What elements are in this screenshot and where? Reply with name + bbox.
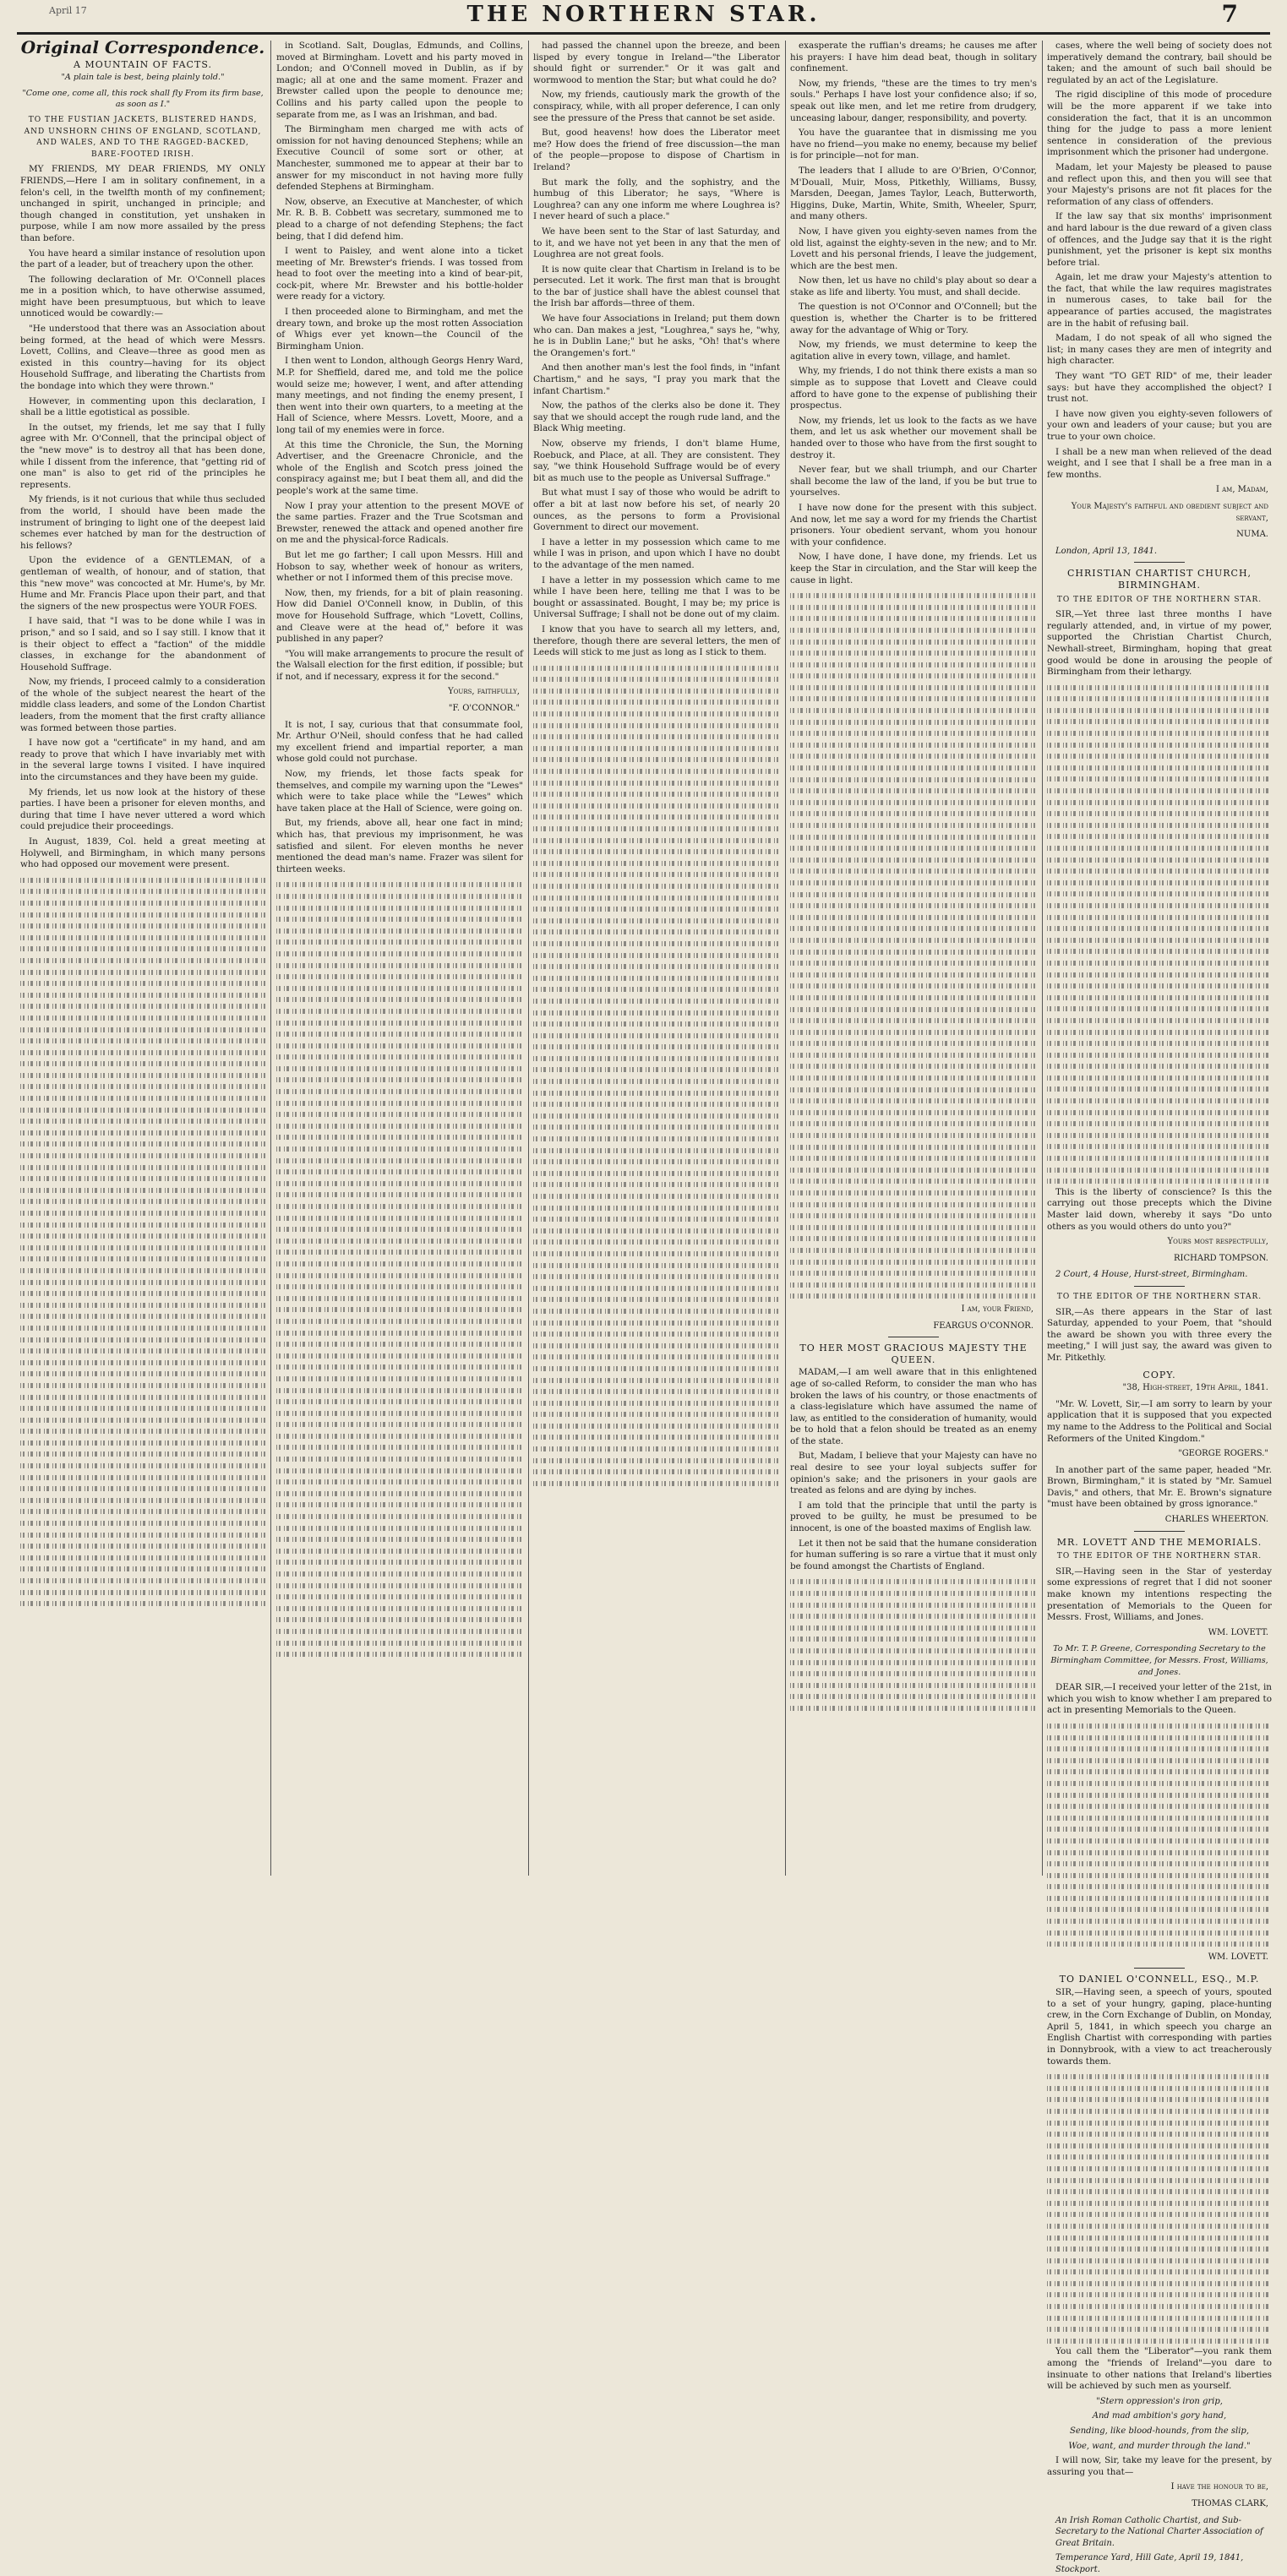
paragraph: SIR,—Having seen in the Star of yesterday some expressions of regret that I did not sooner make known my intentions respecting the presentation of Memorials to the Queen for Messrs. Frost, Williams, and Jones. bbox=[1047, 1566, 1272, 1623]
paragraph: But let me go farther; I call upon Messrs. Hill and Hobson to say, whether week of honour as writers, whether or not I informed them of this precise move. bbox=[276, 549, 523, 584]
column-divider bbox=[528, 41, 529, 1876]
signature-name: THOMAS CLARK, bbox=[1192, 2498, 1268, 2508]
paper-title: THE NORTHERN STAR. bbox=[466, 2, 821, 27]
text-filler bbox=[1047, 1720, 1272, 1950]
paragraph: Now, my friends, "these are the times to try men's souls." Perhaps I have lost your confidence also; if so, speak out like men, and let me retire from drudgery, unceasing labour, danger, responsibility, and poverty. bbox=[790, 78, 1037, 123]
paragraph: But what must I say of those who would be adrift to offer a bit at last now before his set, of nearly 20 ounces, as the persons to form a Provisional Government to direct our movement. bbox=[533, 487, 780, 533]
paragraph: It is now quite clear that Chartism in Ireland is to be persecuted. Let it work. The first man that is brought to the bar of justice shall have the ablest counsel that the Irish bar affords—three of them. bbox=[533, 264, 780, 309]
paragraph: If the law say that six months' imprisonment and hard labour is the due reward of a given class of offences, and the Judge say that it is the right punishment, yet the prisoner is kept six months before trial. bbox=[1047, 211, 1272, 268]
text-filler bbox=[533, 662, 780, 1490]
article-title: TO DANIEL O'CONNELL, ESQ., M.P. bbox=[1059, 1974, 1260, 1985]
column-divider bbox=[785, 41, 786, 1876]
column-divider bbox=[1042, 41, 1043, 1876]
paragraph: SIR,—Yet three last three months I have regularly attended, and, in virtue of my power, supported the Christian Chartist Church, Newhall-street, Birmingham, hoping that great good would be done in arousing the people of Birmingham from their lethargy. bbox=[1047, 609, 1272, 678]
paragraph: Let it then not be said that the humane consideration for human suffering is so rare a virtue that it must only be found amongst the Chartists of England. bbox=[790, 1538, 1037, 1571]
text-filler bbox=[276, 879, 523, 1659]
paragraph: Now, my friends, let us look to the facts as we have them, and let us ask whether our movement shall be handed over to those who have from the first sought to destroy it. bbox=[790, 415, 1037, 460]
text-filler bbox=[1047, 2071, 1272, 2346]
column-5 bbox=[1047, 41, 1272, 2574]
paragraph: But, my friends, above all, hear one fact in mind; which has, that previous my imprisonment, he was satisfied and silent. For eleven months he never mentioned the dead man's name. Frazer was silent for thirteen weeks. bbox=[276, 818, 523, 874]
paragraph: SIR,—As there appears in the Star of last Saturday, appended to your Poem, that "should the award be shown you with three every the meeting," I will just say, the award was given to Mr. Pitkethly. bbox=[1047, 1306, 1272, 1363]
separator-rule bbox=[1134, 1968, 1185, 1969]
page-number: 7 bbox=[1221, 0, 1238, 28]
paragraph: I am told that the principle that until the party is proved to be guilty, he must be presumed to be innocent, is one of the boasted maxims of English law. bbox=[790, 1500, 1037, 1534]
paragraph: But, good heavens! how does the Liberator meet me? How does the friend of free discussion—the man of the people—propose to dispose of Chartism in Ireland? bbox=[533, 128, 780, 172]
paragraph: I have said, that "I was to be done while I was in prison," and so I said, and so I say still. I know that it is their object to effect a "faction" of the middle classes, in exchange for the abandonment of Household Suffrage. bbox=[20, 616, 265, 673]
separator-rule bbox=[1134, 1531, 1185, 1532]
column-1 bbox=[20, 37, 265, 1876]
paragraph: Now I pray your attention to the present MOVE of the same parties. Frazer and the True Scotsman and Brewster, renewed the attack and opened another fire on me and the physical-force Radicals. bbox=[276, 500, 523, 546]
article-title: MR. LOVETT AND THE MEMORIALS. bbox=[1056, 1536, 1262, 1548]
signature-title: An Irish Roman Catholic Chartist, and Sub-Secretary to the National Charter Association of Great Britain. bbox=[1055, 2515, 1263, 2548]
paragraph: Never fear, but we shall triumph, and our Charter shall become the law of the land, if you be but true to yourselves. bbox=[790, 465, 1037, 498]
letter-heading: To Mr. T. P. Greene, Corresponding Secretary to the Birmingham Committee, for Messrs. Frost, Williams, and Jones. bbox=[1050, 1644, 1268, 1677]
paragraph: I have now given you eighty-seven followers of your own and leaders of your cause; but you are true to your own choice. bbox=[1047, 408, 1272, 442]
paragraph: The leaders that I allude to are O'Brien, O'Connor, M'Douall, Muir, Moss, Pitkethly, Williams, Bussy, Marsden, Deegan, James Taylor, Leach, Butterworth, Higgins, Duke, Martin, White, Smith, Wheeler, Spurr, and many others. bbox=[790, 165, 1037, 222]
copy-address: "38, High-street, 19th April, 1841. bbox=[1122, 1383, 1268, 1393]
paragraph: exasperate the ruffian's dreams; he causes me after his prayers: I have him dead beat, though in solitary confinement. bbox=[790, 41, 1037, 74]
verse-line: Sending, like blood-hounds, from the slip, bbox=[1069, 2426, 1250, 2436]
paragraph: In August, 1839, Col. held a great meeting at Holywell, and Birmingham, in which many persons who had opposed our movement were present. bbox=[20, 836, 265, 870]
separator-rule bbox=[1134, 1286, 1185, 1287]
paragraph: Now, my friends, I proceed calmly to a consideration of the whole of the subject nearest the heart of the middle class leaders, and some of the London Chartist leaders, from the moment that the first crafty alliance was formed between those parties. bbox=[20, 677, 265, 733]
text-filler bbox=[790, 1576, 1037, 1713]
paragraph: I have a letter in my possession which came to me while I have been here, telling me that I was to be bought or assassinated. Bought, I may be; my price is Universal Suffrage; I shall not be done out of my claim. bbox=[533, 575, 780, 620]
paragraph: You have the guarantee that in dismissing me you have no friend—you make no enemy, because my belief is for principle—not for man. bbox=[790, 128, 1037, 161]
paragraph: I have a letter in my possession which came to me while I was in prison, and upon which I have no doubt to the advantage of the men named. bbox=[533, 536, 780, 570]
paragraph: Now, observe, an Executive at Manchester, of which Mr. R. B. B. Cobbett was secretary, summoned me to plead to a charge of not defending Stephens; the fact being, that I did defend him. bbox=[276, 196, 523, 242]
signature-line: Yours most respectfully, bbox=[1167, 1237, 1268, 1247]
paragraph: You call them the "Liberator"—you rank them among the "friends of Ireland"—you dare to insinuate to other nations that Ireland's liberties will be achieved by such men as yourself. bbox=[1047, 2346, 1272, 2392]
paragraph: You have heard a similar instance of resolution upon the part of a leader, but of treachery upon the other. bbox=[20, 248, 265, 270]
masthead-rule bbox=[17, 32, 1270, 35]
article-motto: "A plain tale is best, being plainly told." bbox=[61, 73, 225, 83]
signature-line: Yours, faithfully, bbox=[448, 687, 520, 697]
paragraph: The Birmingham men charged me with acts of omission for not having denounced Stephens; while an Executive Council of some sort or other, at Manchester, summoned me to appear at their bar to answer for my misconduct in not having more fully defended Stephens at Birmingham. bbox=[276, 124, 523, 193]
paragraph: I went to Paisley, and went alone into a ticket meeting of Mr. Brewster's friends. I was tossed from head to foot over the meeting into a kind of bear-pit, cock-pit, where Mr. Brewster and his bottle-holder were ready for a victory. bbox=[276, 246, 523, 302]
text-filler bbox=[20, 874, 265, 1609]
paragraph: Now, then, my friends, for a bit of plain reasoning. How did Daniel O'Connell know, in Dublin, of this move for Household Suffrage, which "Lovett, Collins, and Cleave were at the head of," before it was published in any paper? bbox=[276, 587, 523, 645]
signature-name: RICHARD TOMPSON. bbox=[1174, 1253, 1268, 1263]
paragraph: Madam, let your Majesty be pleased to pause and reflect upon this, and then you will see that your Majesty's prisons are not fit places for the reformation of any class of offenders. bbox=[1047, 161, 1272, 207]
article-subtitle: TO THE EDITOR OF THE NORTHERN STAR. bbox=[1056, 595, 1262, 604]
signature-name: WM. LOVETT. bbox=[1208, 1952, 1268, 1962]
paragraph: I know that you have to search all my letters, and, therefore, though there are several letters, the men of Leeds will stick to me just as long as I stick to them. bbox=[533, 624, 780, 658]
text-filler bbox=[790, 590, 1037, 1302]
paragraph: SIR,—Having seen, a speech of yours, spouted to a set of your hungry, gaping, place-hunting crew, in the Corn Exchange of Dublin, on Monday, April 5, 1841, in which speech you charge an English Chartist with corresponding with parties in Donnybrook, with a view to act treacherously towards them. bbox=[1047, 1987, 1272, 2067]
paragraph: This is the liberty of conscience? Is this the carrying out those precepts which the Divine Master laid down, whereby it says "Do unto others as you would others do unto you?" bbox=[1047, 1186, 1272, 1232]
paragraph: They want "TO GET RID" of me, their leader says: but have they accomplished the object? I trust not. bbox=[1047, 371, 1272, 405]
paragraph: I have now got a "certificate" in my hand, and am ready to prove that which I have invariably met with in the several large towns I visited. I have inquired into the circumstances and they have been my guide. bbox=[20, 738, 265, 783]
address-line: Temperance Yard, Hill Gate, April 19, 1841, Stockport. bbox=[1055, 2553, 1244, 2574]
paragraph: "He understood that there was an Association about being formed, at the head of which were Messrs. Lovett, Collins, and Cleave—three as good men as existed in this country—having for its object Household Suffrage, and liberating the Chartists from the bondage into which they were thrown." bbox=[20, 324, 265, 392]
paragraph: Madam, I do not speak of all who signed the list; in many cases they are men of integrity and high character. bbox=[1047, 333, 1272, 367]
paragraph: Now, my friends, let those facts speak for themselves, and compile my warning upon the "Lewes" which were to take place while the "Lewes" which have taken place at the Hall of Science, were going on. bbox=[276, 769, 523, 814]
article-subtitle: TO THE EDITOR OF THE NORTHERN STAR. bbox=[1056, 1292, 1262, 1301]
signature-name: FEARGUS O'CONNOR. bbox=[933, 1321, 1033, 1331]
paragraph: The question is not O'Connor and O'Connell; but the question is, whether the Charter is to be frittered away for the advantage of Whig or Tory. bbox=[790, 302, 1037, 335]
paragraph: Now, my friends, cautiously mark the growth of the conspiracy, while, with all proper deference, I can only see the pressure of the Press that cannot be set aside. bbox=[533, 90, 780, 123]
closing-line: Your Majesty's faithful and obedient subject and servant, bbox=[1071, 501, 1268, 523]
paragraph: The following declaration of Mr. O'Connell places me in a position which, to have otherwise assumed, might have been presumptuous, but which to leave unnoticed would be cowardly:— bbox=[20, 274, 265, 319]
verse-line: And mad ambition's gory hand, bbox=[1092, 2411, 1227, 2421]
paragraph: Now, observe my friends, I don't blame Hume, Roebuck, and Place, at all. They are consistent. They say, "we think Household Suffrage would be of every bit as much use to the people as Universal Suffrage." bbox=[533, 438, 780, 483]
article-address: TO THE FUSTIAN JACKETS, BLISTERED HANDS, AND UNSHORN CHINS OF ENGLAND, SCOTLAND, AND WALES, AND TO THE RAGGED-BACKED, BARE-FOOTED IRISH. bbox=[24, 115, 262, 159]
paragraph: Now, my friends, we must determine to keep the agitation alive in every town, village, and hamlet. bbox=[790, 340, 1037, 362]
article-subtitle: TO THE EDITOR OF THE NORTHERN STAR. bbox=[1056, 1552, 1262, 1561]
paragraph: It is not, I say, curious that that consummate fool, Mr. Arthur O'Neil, should confess that he had called my excellent friend and impartial reporter, a man whose gold could not purchase. bbox=[276, 719, 523, 765]
paragraph: My friends, let us now look at the history of these parties. I have been a prisoner for eleven months, and during that time I have never uttered a word which could prejudice their proceedings. bbox=[20, 787, 265, 832]
column-3 bbox=[533, 41, 780, 1876]
paragraph: Upon the evidence of a GENTLEMAN, of a gentleman of wealth, of honour, and of station, that this "new move" was concocted at Mr. Hume's, by Mr. Hume and Mr. Francis Place upon their part, and that the signers of the new prospectus were YOUR FOES. bbox=[20, 555, 265, 612]
paragraph: My friends, is it not curious that while thus secluded from the world, I should have been made the instrument of bringing to light one of the deepest laid schemes ever hatched by man for the destruction of his fellows? bbox=[20, 494, 265, 551]
paragraph: We have four Associations in Ireland; put them down who can. Dan makes a jest, "Loughrea," says he, "why, he is in Dublin Lane;" but he asks, "Oh! that's where the Orangemen's fort." bbox=[533, 313, 780, 358]
separator-rule bbox=[1134, 562, 1185, 563]
paragraph: Now then, let us have no child's play about so dear a stake as life and liberty. You must, and shall decide. bbox=[790, 275, 1037, 297]
verse-line: Woe, want, and murder through the land." bbox=[1068, 2441, 1251, 2451]
signature-name: CHARLES WHEERTON. bbox=[1164, 1515, 1268, 1525]
paragraph: In the outset, my friends, let me say that I fully agree with Mr. O'Connell, that the principal object of the "new move" is to destroy all that has been done, while I dissent from the inference, that "getting rid of one man" is also to get rid of the principles he represents. bbox=[20, 422, 265, 490]
paragraph: cases, where the well being of society does not imperatively demand the contrary, bail should be taken; and the amount of such bail should be regulated by an act of the Legislature. bbox=[1047, 41, 1272, 85]
paragraph: I shall be a new man when relieved of the dead weight, and I see that I shall be a free man in a few months. bbox=[1047, 446, 1272, 480]
text-filler bbox=[1047, 682, 1272, 1187]
paragraph: I have now done for the present with this subject. And now, let me say a word for my friends the Chartist prisoners. Your obedient servant, whom you honour with your confidence. bbox=[790, 502, 1037, 547]
address-line: 2 Court, 4 House, Hurst-street, Birmingham. bbox=[1055, 1270, 1248, 1280]
signature-name: "F. O'CONNOR." bbox=[448, 704, 520, 714]
paragraph: Again, let me draw your Majesty's attention to the fact, that while the law requires magistrates in numerous cases, to take bail for the appearance of parties accused, the magistrates are in the habit of refusing bail. bbox=[1047, 272, 1272, 329]
section-title: Original Correspondence. bbox=[20, 37, 265, 57]
signature-name: "GEORGE ROGERS." bbox=[1178, 1449, 1268, 1459]
column-4 bbox=[790, 41, 1037, 1876]
copy-label: COPY. bbox=[1142, 1369, 1176, 1381]
masthead-left-mark: April 17 bbox=[49, 5, 87, 16]
signature-name: NUMA. bbox=[1236, 530, 1268, 540]
paragraph: But, Madam, I believe that your Majesty can have no real desire to see your loyal subjects suffer for opinion's sake; and the prisoners in your gaols are treated as felons and are dying by inches. bbox=[790, 1451, 1037, 1496]
paragraph: had passed the channel upon the breeze, and been lisped by every tongue in Ireland—"the Liberator should fight or surrender." Or it was galt and wormwood to mention the Star; but what could he do? bbox=[533, 41, 780, 85]
paragraph: I then went to London, although Georgs Henry Ward, M.P. for Sheffield, dared me, and told me the police would seize me; however, I went, and after attending many meetings, and not finding the enemy present, I then went into their own quarters, to a meeting at the Hall of Science, where Messrs. Lovett, Moore, and a long tail of my enemies were in force. bbox=[276, 356, 523, 435]
paragraph: And then another man's lest the fool finds, in "infant Chartism," and he says, "I pray you mark that the infant Chartism." bbox=[533, 362, 780, 396]
paragraph: At this time the Chronicle, the Sun, the Morning Advertiser, and the Greenacre Chronicle, and the whole of the English and Scotch press joined the conspiracy against me; but I beat them all, and did the people's work at the same time. bbox=[276, 439, 523, 496]
paragraph: DEAR SIR,—I received your letter of the 21st, in which you wish to know whether I am prepared to act in presenting Memorials to the Queen. bbox=[1047, 1682, 1272, 1716]
paragraph: I then proceeded alone to Birmingham, and met the dreary town, and broke up the most rotten Association of Whigs ever yet known—the Council of the Birmingham Union. bbox=[276, 307, 523, 351]
paragraph: "Mr. W. Lovett, Sir,—I am sorry to learn by your application that it is supposed that you expected my name to the Address to the Political and Social Reformers of the United Kingdom." bbox=[1047, 1398, 1272, 1444]
paragraph: Now, the pathos of the clerks also be done it. They say that we should accept the rough rude land, and the Black Whig meeting. bbox=[533, 400, 780, 434]
signature-name: WM. LOVETT. bbox=[1208, 1627, 1268, 1637]
paragraph: Now, I have done, I have done, my friends. Let us keep the Star in circulation, and the Star will keep the cause in light. bbox=[790, 552, 1037, 585]
paragraph: in Scotland. Salt, Douglas, Edmunds, and Collins, moved at Birmingham. Lovett and his party moved in London; and O'Connell moved in Dublin, as if by magic; all at one and the same moment. Frazer and Brewster called upon the people to denounce me; Collins and his party called upon the people to separate from me, as I was an Irishman, and bad. bbox=[276, 41, 523, 120]
masthead bbox=[0, 0, 1287, 35]
paragraph: But mark the folly, and the sophistry, and the humbug of this Liberator; he says, "Where is Loughrea? can any one inform me where Loughrea is? I never heard of such a place." bbox=[533, 177, 780, 222]
paragraph: Why, my friends, I do not think there exists a man so simple as to suppose that Lovett and Cleave could afford to have gone to the expense of publishing their prospectus. bbox=[790, 366, 1037, 411]
paragraph: We have been sent to the Star of last Saturday, and to it, and we have not yet been in any that the men of Loughrea are not great fools. bbox=[533, 226, 780, 260]
paragraph: MADAM,—I am well aware that in this enlightened age of so-called Reform, to consider the man who has broken the laws of his country, or those enactments of a class-legislature which have assumed the name of law, as entitled to the consideration of humanity, would be to hold that a felon should be treated as an enemy of the state. bbox=[790, 1367, 1037, 1446]
column-divider bbox=[270, 41, 271, 1876]
article-title: CHRISTIAN CHARTIST CHURCH, BIRMINGHAM. bbox=[1066, 568, 1252, 591]
closing-line: I have the honour to be, bbox=[1170, 2482, 1268, 2492]
article-title: A MOUNTAIN OF FACTS. bbox=[74, 58, 212, 70]
paragraph: Now, I have given you eighty-seven names from the old list, against the eighty-seven in the new; and to Mr. Lovett and his personal friends, I leave the judgement, which are the best men. bbox=[790, 226, 1037, 271]
date-line: London, April 13, 1841. bbox=[1055, 546, 1158, 556]
signature-line: I am, your Friend, bbox=[961, 1304, 1033, 1314]
verse-line: "Stern oppression's iron grip, bbox=[1096, 2396, 1223, 2406]
paragraph: In another part of the same paper, headed "Mr. Brown, Birmingham," it is stated by "Mr. Samuel Davis," and others, that Mr. E. Brown's signature "must have been obtained by gross ignorance." bbox=[1047, 1464, 1272, 1510]
paragraph: However, in commenting upon this declaration, I shall be a little egotistical as possible. bbox=[20, 395, 265, 418]
article-motto: "Come one, come all, this rock shall fly From its firm base, as soon as I." bbox=[22, 88, 264, 110]
paragraph: I will now, Sir, take my leave for the present, by assuring you that— bbox=[1047, 2455, 1272, 2477]
quoted-passage: "You will make arrangements to procure the result of the Walsall election for the first edition, if possible; but if not, and if necessary, express it for the second." bbox=[276, 648, 523, 682]
column-2 bbox=[276, 41, 523, 1876]
paragraph: The rigid discipline of this mode of procedure will be the more apparent if we take into consideration the fact, that it is an uncommon thing for the judge to pass a more lenient sentence in consideration of the previous imprisonment which the prisoner had undergone. bbox=[1047, 90, 1272, 158]
closing-line: I am, Madam, bbox=[1215, 485, 1268, 495]
letter-title: TO HER MOST GRACIOUS MAJESTY THE QUEEN. bbox=[799, 1342, 1028, 1365]
paragraph: MY FRIENDS, MY DEAR FRIENDS, MY ONLY FRIENDS,—Here I am in solitary confinement, in a felon's cell, in the twelfth month of my confinement; unchanged in spirit, unchanged in principle; and though changed in constitution, yet unshaken in purpose, while I am now more assailed by the press than before. bbox=[20, 164, 265, 243]
